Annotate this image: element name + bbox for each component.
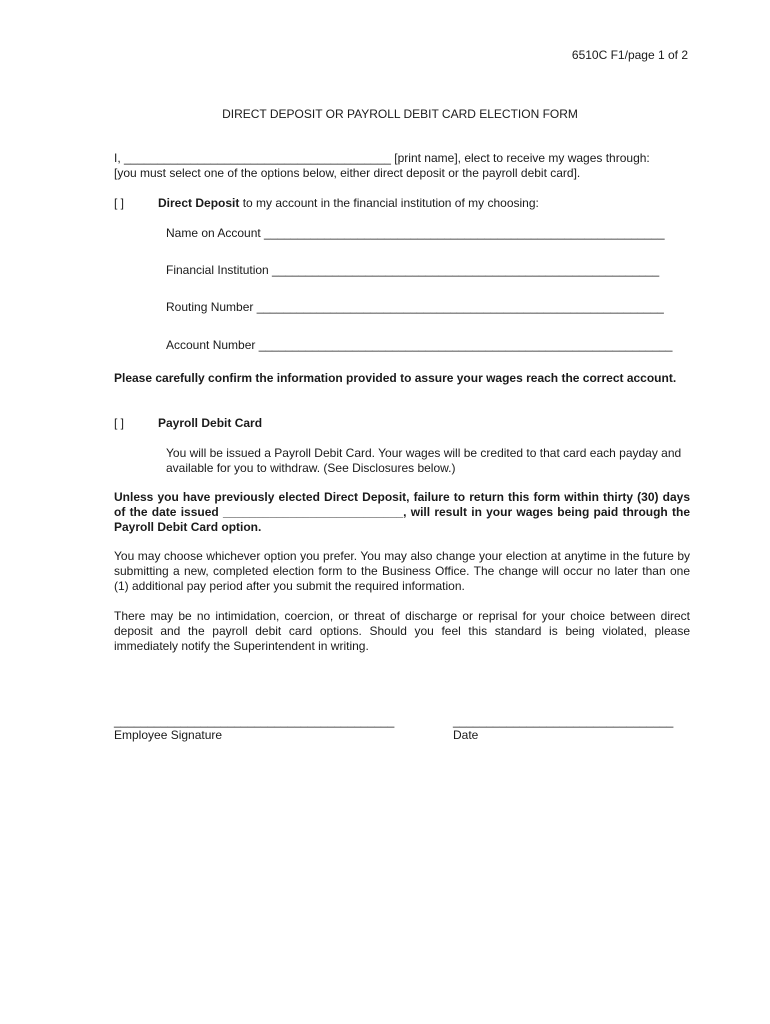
account-number-field[interactable]: Account Number ______________________________________________________________ (166, 338, 673, 352)
employee-signature-line[interactable]: __________________________________________ (114, 714, 395, 728)
payroll-card-checkbox[interactable]: [ ] (114, 416, 125, 430)
financial-institution-field[interactable]: Financial Institution __________________________________________________________ (166, 263, 660, 277)
payroll-card-label: Payroll Debit Card (158, 416, 263, 430)
direct-deposit-label: Direct Deposit (158, 196, 240, 210)
default-notice: Unless you have previously elected Direct Deposit, failure to return this form within thirty (30) days of the date issued ___________________________, will result in your wages being paid through the Payroll Debit Card option. (114, 490, 690, 534)
intro-line-1: I, ________________________________________ [print name], elect to receive my wages through: (114, 151, 650, 165)
confirm-notice: Please carefully confirm the information provided to assure your wages reach the correct account. (114, 371, 677, 385)
intimidation-paragraph: There may be no intimidation, coercion, or threat of discharge or reprisal for your choice between direct deposit and the payroll debit card options. Should you feel this standard is being violated, please immediately notify the Superintendent in writing. (114, 609, 690, 653)
routing-number-field[interactable]: Routing Number _____________________________________________________________ (166, 300, 664, 314)
form-title: DIRECT DEPOSIT OR PAYROLL DEBIT CARD ELECTION FORM (222, 107, 578, 121)
employee-signature-label: Employee Signature (114, 728, 223, 742)
intro-line-2: [you must select one of the options below, either direct deposit or the payroll debit card]. (114, 166, 581, 180)
date-line[interactable]: _________________________________ (453, 714, 674, 728)
name-on-account-field[interactable]: Name on Account ____________________________________________________________ (166, 226, 665, 240)
date-label: Date (453, 728, 479, 742)
direct-deposit-option (158, 196, 539, 211)
direct-deposit-description: to my account in the financial institution of my choosing: (239, 196, 539, 210)
direct-deposit-checkbox[interactable]: [ ] (114, 196, 125, 210)
form-id: 6510C F1/page 1 of 2 (571, 48, 688, 62)
payroll-card-description: You will be issued a Payroll Debit Card. Your wages will be credited to that card each payday and available for you to withdraw. (See Disclosures below.) (166, 446, 682, 475)
change-paragraph: You may choose whichever option you prefer. You may also change your election at anytime in the future by submitting a new, completed election form to the Business Office. The change will occur no later than one (1) additional pay period after you submit the required information. (114, 549, 690, 593)
